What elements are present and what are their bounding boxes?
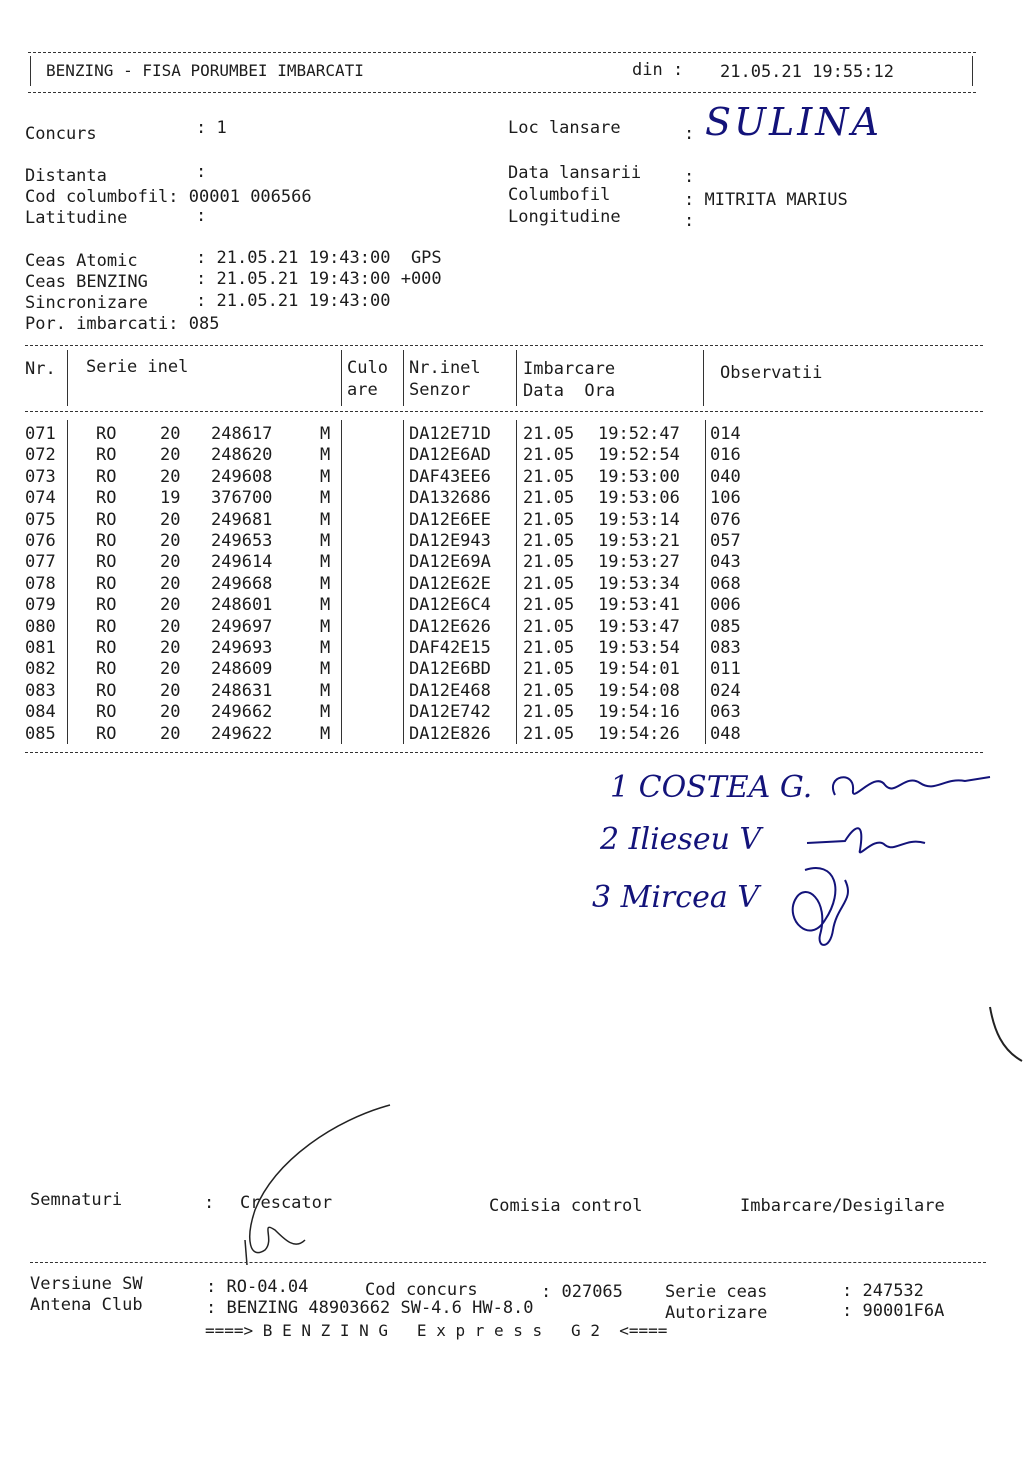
cod-concurs-value: : 027065 [541, 1282, 623, 1302]
cell-ora: 19:54:26 [598, 723, 680, 744]
col-header-imbarcare-1: Imbarcare [523, 359, 616, 379]
serie-ceas-value: : 247532 [842, 1281, 924, 1301]
cell-ora: 19:53:47 [598, 616, 680, 637]
header-left-border [30, 56, 31, 86]
table-row [0, 531, 1024, 552]
header-bottom-border [28, 92, 976, 93]
antena-value: : BENZING 48903662 SW-4.6 HW-8.0 [206, 1298, 534, 1318]
cell-sex: M [320, 488, 331, 509]
cell-ring: 376700 [211, 488, 273, 509]
sincronizare-label: Sincronizare [25, 293, 148, 313]
col-sep [341, 350, 342, 406]
cell-sex: M [320, 595, 331, 616]
table-row [0, 681, 1024, 702]
cell-nr: 077 [25, 552, 56, 573]
antena-label: Antena Club [30, 1295, 143, 1315]
table-row [0, 638, 1024, 659]
data-lansarii-label: Data lansarii [508, 163, 642, 183]
header-top-border [28, 52, 976, 53]
semnaturi-colon: : [204, 1193, 215, 1213]
table-row [0, 552, 1024, 573]
cell-data: 21.05 [523, 659, 575, 680]
table-row [0, 702, 1024, 723]
table-row [0, 488, 1024, 509]
cell-senzor: DA12E71D [409, 424, 491, 444]
cell-nr: 083 [25, 680, 56, 701]
cell-sex: M [320, 573, 331, 594]
cell-senzor: DA12E6AD [409, 445, 491, 466]
cod-columbofil-value: 00001 006566 [188, 187, 312, 207]
columbofil-value: MITRITA MARIUS [704, 190, 848, 210]
cell-ora: 19:53:27 [598, 552, 680, 573]
ceas-benzing-label: Ceas BENZING [25, 272, 148, 292]
cell-nr: 073 [25, 466, 56, 487]
cell-ring: 249622 [211, 723, 273, 744]
cell-ora: 19:53:14 [598, 509, 680, 530]
col-sep [67, 350, 68, 406]
cell-year: 20 [160, 531, 181, 551]
cell-obs: 011 [710, 659, 741, 680]
cell-senzor: DA12E6EE [409, 509, 491, 530]
cell-obs: 048 [710, 723, 741, 744]
cell-ring: 249662 [211, 702, 273, 723]
din-label: din : [632, 60, 684, 80]
cell-data: 21.05 [523, 424, 575, 444]
cell-ring: 248609 [211, 659, 273, 680]
cell-ora: 19:52:47 [598, 424, 680, 444]
cell-year: 20 [160, 552, 181, 573]
cell-sex: M [320, 680, 331, 701]
cell-senzor: DA12E6C4 [409, 595, 491, 616]
cell-country: RO [96, 723, 117, 744]
col-header-observatii: Observatii [720, 363, 823, 383]
cell-nr: 084 [25, 702, 56, 723]
cell-senzor: DA12E468 [409, 680, 491, 701]
signature-scribble-2 [805, 815, 935, 865]
cell-obs: 040 [710, 466, 741, 487]
data-lansarii-colon: : [684, 167, 705, 187]
cell-data: 21.05 [523, 552, 575, 573]
cell-country: RO [96, 573, 117, 594]
imbarcare-label: Imbarcare/Desigilare [740, 1196, 945, 1216]
sincronizare-value: : 21.05.21 19:43:00 [196, 291, 391, 311]
footer-separator [30, 1262, 986, 1263]
din-value: 21.05.21 19:55:12 [720, 62, 894, 82]
cell-obs: 024 [710, 680, 741, 701]
cell-nr: 085 [25, 723, 56, 744]
cell-country: RO [96, 638, 117, 658]
cell-ora: 19:54:16 [598, 702, 680, 723]
table-row [0, 659, 1024, 680]
cell-data: 21.05 [523, 488, 575, 509]
autorizare-value: : 90001F6A [842, 1301, 945, 1321]
latitudine-label: Latitudine [25, 208, 128, 228]
distanta-label: Distanta [25, 166, 107, 186]
signature-scribble-1 [825, 765, 995, 805]
cell-ring: 249614 [211, 552, 273, 573]
table-bottom-border [25, 752, 983, 753]
cell-year: 20 [160, 445, 181, 466]
cell-year: 19 [160, 488, 181, 509]
table-row [0, 467, 1024, 488]
serie-ceas-label: Serie ceas [665, 1282, 768, 1302]
cell-ring: 248617 [211, 424, 273, 444]
cell-country: RO [96, 445, 117, 466]
cell-year: 20 [160, 702, 181, 723]
table-row [0, 574, 1024, 595]
cell-senzor: DAF43EE6 [409, 466, 491, 487]
cell-data: 21.05 [523, 445, 575, 466]
cell-country: RO [96, 680, 117, 701]
columbofil-label: Columbofil [508, 185, 611, 205]
cell-nr: 076 [25, 531, 56, 551]
crescator-signature [235, 1100, 395, 1270]
cell-sex: M [320, 424, 331, 444]
cell-obs: 043 [710, 552, 741, 573]
cod-concurs-label: Cod concurs [365, 1280, 478, 1300]
cell-senzor: DA12E826 [409, 723, 491, 744]
col-sep [516, 350, 517, 406]
cell-nr: 075 [25, 509, 56, 530]
semnaturi-label: Semnaturi [30, 1190, 123, 1210]
cell-obs: 085 [710, 616, 741, 637]
versiune-value: : RO-04.04 [206, 1277, 309, 1297]
cell-year: 20 [160, 680, 181, 701]
cell-sex: M [320, 445, 331, 466]
loc-lansare-colon: : [684, 124, 695, 144]
cell-sex: M [320, 509, 331, 530]
cell-nr: 079 [25, 595, 56, 616]
cod-columbofil-label: Cod columbofil: 00001 006566 [25, 187, 312, 207]
cell-sex: M [320, 531, 331, 551]
cell-country: RO [96, 488, 117, 509]
cell-year: 20 [160, 573, 181, 594]
por-imbarcati-label: Por. imbarcati: 085 [25, 314, 220, 334]
col-header-nr-inel-1: Nr.inel [409, 358, 481, 378]
cell-ora: 19:53:21 [598, 531, 680, 551]
cell-data: 21.05 [523, 638, 575, 658]
cell-ora: 19:53:06 [598, 488, 680, 509]
col-header-culoare-2: are [347, 380, 378, 400]
cell-sex: M [320, 723, 331, 744]
margin-mark [988, 1005, 1024, 1065]
cell-data: 21.05 [523, 702, 575, 723]
cell-data: 21.05 [523, 680, 575, 701]
col-sep [703, 350, 704, 406]
table-row [0, 445, 1024, 466]
cell-sex: M [320, 552, 331, 573]
cell-ora: 19:52:54 [598, 445, 680, 466]
cell-year: 20 [160, 616, 181, 637]
cell-ora: 19:53:41 [598, 595, 680, 616]
cell-senzor: DA12E742 [409, 702, 491, 723]
versiune-label: Versiune SW [30, 1274, 143, 1294]
cell-senzor: DA12E62E [409, 573, 491, 594]
cell-ora: 19:53:34 [598, 573, 680, 594]
cell-ring: 249697 [211, 616, 273, 637]
cell-obs: 083 [710, 638, 741, 658]
cell-sex: M [320, 702, 331, 723]
cell-senzor: DA12E6BD [409, 659, 491, 680]
cell-ora: 19:54:01 [598, 659, 680, 680]
cell-data: 21.05 [523, 466, 575, 487]
col-header-serie-inel: Serie inel [86, 357, 189, 377]
cell-country: RO [96, 531, 117, 551]
table-row [0, 617, 1024, 638]
cell-sex: M [320, 659, 331, 680]
cell-data: 21.05 [523, 531, 575, 551]
cell-ora: 19:53:54 [598, 638, 680, 658]
col-header-nr: Nr. [25, 359, 56, 379]
por-imbarcati-value: 085 [188, 314, 220, 334]
cell-obs: 016 [710, 445, 741, 466]
concurs-label: Concurs [25, 124, 97, 144]
cell-senzor: DAF42E15 [409, 638, 491, 658]
cell-ring: 248620 [211, 445, 273, 466]
cell-year: 20 [160, 638, 181, 658]
cell-obs: 057 [710, 531, 741, 551]
col-header-culoare-1: Culo [347, 358, 388, 378]
cell-nr: 082 [25, 659, 56, 680]
cell-obs: 014 [710, 424, 741, 444]
page-title: BENZING - FISA PORUMBEI IMBARCATI [46, 61, 364, 80]
cell-country: RO [96, 616, 117, 637]
concurs-value: 1 [216, 118, 227, 138]
cell-nr: 080 [25, 616, 56, 637]
cell-year: 20 [160, 424, 181, 444]
cell-obs: 106 [710, 488, 741, 509]
col-header-nr-inel-2: Senzor [409, 380, 471, 400]
table-row [0, 724, 1024, 745]
col-header-imbarcare-2: Data Ora [523, 381, 616, 401]
signature-scribble-3 [775, 860, 865, 955]
cell-obs: 006 [710, 595, 741, 616]
cell-ring: 249668 [211, 573, 273, 594]
cell-senzor: DA12E943 [409, 531, 491, 551]
distanta-colon: : [196, 162, 217, 182]
table-row [0, 510, 1024, 531]
ceas-atomic-value: : 21.05.21 19:43:00 GPS [196, 248, 442, 268]
cell-sex: M [320, 616, 331, 637]
cell-data: 21.05 [523, 573, 575, 594]
cell-data: 21.05 [523, 509, 575, 530]
ceas-atomic-label: Ceas Atomic [25, 251, 138, 271]
cell-year: 20 [160, 723, 181, 744]
columbofil-colon: : MITRITA MARIUS [684, 190, 848, 210]
header-right-border [972, 56, 973, 86]
cell-ring: 248601 [211, 595, 273, 616]
cell-nr: 078 [25, 573, 56, 594]
cell-year: 20 [160, 659, 181, 680]
latitudine-colon: : [196, 206, 217, 226]
table-header-separator [25, 411, 983, 412]
loc-lansare-label: Loc lansare [508, 118, 621, 138]
cell-ora: 19:54:08 [598, 680, 680, 701]
cell-ring: 249608 [211, 466, 273, 487]
benzing-banner: ====> B E N Z I N G E x p r e s s G 2 <==== [205, 1321, 668, 1340]
crescator-label: Crescator [240, 1193, 333, 1213]
comisia-label: Comisia control [489, 1196, 643, 1216]
handwritten-line-2: 2 Ilieseu V [600, 822, 762, 857]
cell-year: 20 [160, 466, 181, 487]
cell-data: 21.05 [523, 723, 575, 744]
cell-country: RO [96, 552, 117, 573]
handwritten-line-3: 3 Mircea V [592, 880, 759, 915]
loc-lansare-value: SULINA [705, 100, 882, 144]
cell-sex: M [320, 638, 331, 658]
cell-country: RO [96, 424, 117, 444]
col-sep [403, 350, 404, 406]
handwritten-line-1: 1 COSTEA G. [610, 770, 813, 805]
cell-data: 21.05 [523, 595, 575, 616]
longitudine-label: Longitudine [508, 207, 621, 227]
cell-nr: 074 [25, 488, 56, 509]
table-row [0, 424, 1024, 445]
ceas-benzing-value: : 21.05.21 19:43:00 +000 [196, 269, 442, 289]
longitudine-colon: : [684, 211, 705, 231]
cell-obs: 076 [710, 509, 741, 530]
cell-data: 21.05 [523, 616, 575, 637]
cell-country: RO [96, 466, 117, 487]
table-row [0, 595, 1024, 616]
concurs-colon: : 1 [196, 118, 227, 138]
cell-country: RO [96, 702, 117, 723]
table-top-border [25, 345, 983, 346]
cell-ring: 249681 [211, 509, 273, 530]
cell-country: RO [96, 659, 117, 680]
autorizare-label: Autorizare [665, 1303, 768, 1323]
cell-ring: 248631 [211, 680, 273, 701]
cell-country: RO [96, 595, 117, 616]
cell-ring: 249693 [211, 638, 273, 658]
cell-sex: M [320, 466, 331, 487]
cell-year: 20 [160, 509, 181, 530]
cell-nr: 071 [25, 424, 56, 444]
cell-year: 20 [160, 595, 181, 616]
cell-obs: 063 [710, 702, 741, 723]
cell-senzor: DA12E69A [409, 552, 491, 573]
cell-ora: 19:53:00 [598, 466, 680, 487]
cell-country: RO [96, 509, 117, 530]
cell-senzor: DA12E626 [409, 616, 491, 637]
cell-obs: 068 [710, 573, 741, 594]
cell-senzor: DA132686 [409, 488, 491, 509]
cell-nr: 072 [25, 445, 56, 466]
cell-nr: 081 [25, 638, 56, 658]
cell-ring: 249653 [211, 531, 273, 551]
